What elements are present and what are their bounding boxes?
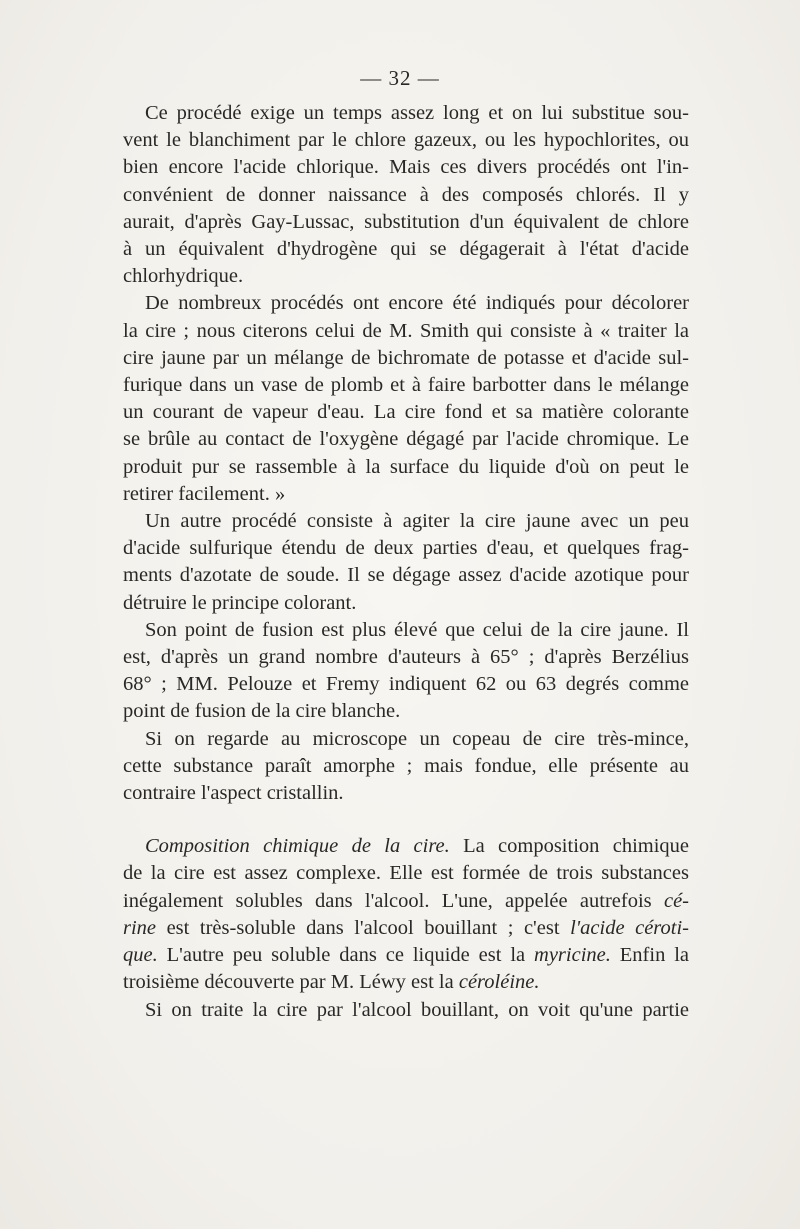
term-ceroleine: céroléine. xyxy=(458,971,540,994)
term-cerotic-acid-part1: l'acide céroti- xyxy=(570,916,689,939)
term-cerotic-acid-part2: que. xyxy=(123,944,158,967)
text-line: de la cire est assez complexe. Elle est formée de trois substances xyxy=(123,862,689,885)
text-line: retirer facilement. » xyxy=(123,482,286,505)
text-span: est très-soluble dans l'alcool bouillant ; c'est xyxy=(156,916,571,939)
page-number: — 32 — xyxy=(360,66,440,90)
paragraph-sulfuric-process xyxy=(123,508,689,617)
text-line xyxy=(123,888,689,915)
term-myricine: myricine. xyxy=(534,944,611,967)
text-line: contraire l'aspect cristallin. xyxy=(123,782,344,805)
text-line: Son point de fusion est plus élevé que celui de la cire jaune. Il xyxy=(145,618,689,641)
text-line: Si on regarde au microscope un copeau de cire très-mince, xyxy=(145,727,689,750)
text-line xyxy=(123,942,689,969)
text-line: convénient de donner naissance à des composés chlorés. Il y xyxy=(123,183,689,206)
text-line xyxy=(123,915,689,942)
body-text xyxy=(123,100,689,1024)
text-line: la cire ; nous citerons celui de M. Smith qui consiste à « traiter la xyxy=(123,319,689,342)
paragraph-bleaching-chlorine xyxy=(123,100,689,290)
text-line: furique dans un vase de plomb et à faire barbotter dans le mélange xyxy=(123,374,689,397)
text-line: détruire le principe colorant. xyxy=(123,591,357,614)
text-span: troisième découverte par M. Léwy est la xyxy=(123,971,459,994)
text-line: à un équivalent d'hydrogène qui se dégagerait à l'état d'acide xyxy=(123,238,689,261)
text-line: Si on traite la cire par l'alcool bouillant, on voit qu'une partie xyxy=(145,998,689,1021)
text-line: De nombreux procédés ont encore été indiqués pour décolorer xyxy=(145,292,689,315)
text-line: cette substance paraît amorphe ; mais fondue, elle présente au xyxy=(123,754,689,777)
text-line: Ce procédé exige un temps assez long et on lui substitue sou- xyxy=(145,102,689,124)
text-line: vent le blanchiment par le chlore gazeux, ou les hypochlorites, ou xyxy=(123,129,689,152)
text-line xyxy=(123,833,689,860)
paragraph-microscope xyxy=(123,726,689,808)
text-line: aurait, d'après Gay-Lussac, substitution d'un équivalent de chlore xyxy=(123,210,689,233)
text-span: L'autre peu soluble dans ce liquide est la xyxy=(157,944,535,967)
text-span: inégalement solubles dans l'alcool. L'une, appelée autrefois xyxy=(123,889,664,912)
term-cerine-part2: rine xyxy=(123,916,157,939)
text-line: 68° ; MM. Pelouze et Fremy indiquent 62 ou 63 degrés comme xyxy=(123,673,689,696)
paragraph-composition xyxy=(123,833,689,1023)
text-span: Enfin la xyxy=(610,944,690,967)
text-line: est, d'après un grand nombre d'auteurs à 65° ; d'après Berzélius xyxy=(123,646,689,669)
paragraph-smith-process xyxy=(123,290,689,508)
text-line: ments d'azotate de soude. Il se dégage assez d'acide azotique pour xyxy=(123,564,689,587)
paragraph-melting-point xyxy=(123,617,689,726)
text-line: d'acide sulfurique étendu de deux parties d'eau, et quelques frag- xyxy=(123,537,689,560)
text-line: bien encore l'acide chlorique. Mais ces divers procédés ont l'in- xyxy=(123,156,689,179)
text-line: Un autre procédé consiste à agiter la cire jaune avec un peu xyxy=(145,510,689,533)
term-cerine-part1: cé- xyxy=(663,889,689,912)
section-gap xyxy=(123,807,689,833)
text-line: un courant de vapeur d'eau. La cire fond et sa matière colorante xyxy=(123,401,689,424)
text-line: cire jaune par un mélange de bichromate de potasse et d'acide sul- xyxy=(123,346,689,369)
text-line: point de fusion de la cire blanche. xyxy=(123,700,401,723)
text-line xyxy=(123,969,689,996)
text-line: produit pur se rassemble à la surface du liquide d'où on peut le xyxy=(123,455,689,478)
text-span: La composition chimique xyxy=(449,835,690,858)
section-heading: Composition chimique de la cire. xyxy=(145,835,450,858)
text-line: se brûle au contact de l'oxygène dégagé par l'acide chromique. Le xyxy=(123,428,689,451)
text-line: chlorhydrique. xyxy=(123,265,244,288)
